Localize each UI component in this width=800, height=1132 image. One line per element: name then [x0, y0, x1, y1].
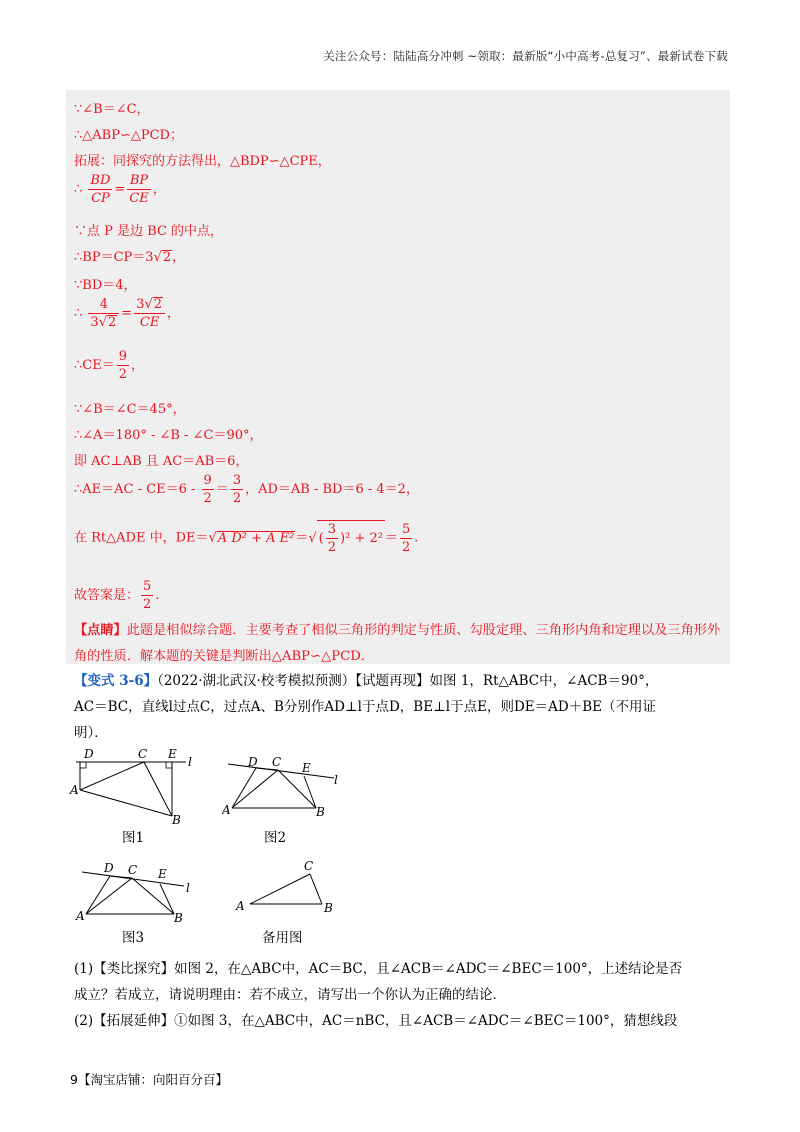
- problem-statement: 【变式 3-6】（2022·湖北武汉·校考模拟预测）【试题再现】如图 1，Rt△ABC中，∠ACB＝90°， AC＝BC，直线l过点C，过点A、B分别作AD⊥l于点D，BE⊥l于点E，则DE＝AD＋BE（不用证 明）．: [74, 673, 659, 741]
- solution-line-9: ∴CE＝ $\frac{9}{2}$ ，: [74, 349, 145, 382]
- solution-line-11: ∴∠A＝180° - ∠B - ∠C＝90°，: [74, 428, 263, 443]
- figure-1-caption: 图1: [122, 830, 145, 846]
- svg-text:E: E: [168, 747, 177, 761]
- figure-2-caption: 图2: [264, 830, 287, 846]
- svg-text:A: A: [70, 783, 79, 797]
- figure-3-caption: 图3: [122, 930, 145, 946]
- solution-line-13: ∴AE＝AC - CE＝6 - $\frac{9}{2}$ ＝ $\frac{3}{2}$ ，AD＝AB - BD＝6 - 4＝2，: [74, 473, 419, 506]
- question-2: (2)【拓展延伸】①如图 3，在△ABC中，AC＝nBC，且∠ACB＝∠ADC＝∠BEC＝100°，猜想线段: [74, 1013, 678, 1029]
- solution-line-7: ∵BD＝4，: [74, 278, 137, 293]
- svg-text:C: C: [138, 747, 148, 761]
- solution-line-14: 在 Rt△ADE 中，DE＝√A D² + A E²＝√ ( $\frac{3}{2}$ )² + 2² ＝ $\frac{5}{2}$ .: [74, 521, 419, 555]
- svg-text:B: B: [324, 901, 333, 915]
- svg-text:l: l: [188, 755, 192, 769]
- svg-text:C: C: [128, 863, 138, 877]
- solution-line-1: ∵∠B＝∠C，: [74, 102, 150, 117]
- svg-text:B: B: [316, 805, 325, 819]
- solution-line-5: ∵点 P 是边 BC 的中点，: [74, 224, 224, 239]
- page-footer: 9【淘宝店铺：向阳百分百】: [70, 1072, 228, 1087]
- question-1: (1)【类比探究】如图 2，在△ABC中，AC＝BC，且∠ACB＝∠ADC＝∠BEC＝100°，上述结论是否 成立？若成立，请说明理由：若不成立，请写出一个你认为正确的结论．: [74, 961, 683, 1003]
- svg-text:B: B: [172, 813, 181, 827]
- svg-text:B: B: [174, 911, 183, 925]
- solution-line-15: 故答案是： $\frac{5}{2}$ .: [74, 579, 160, 612]
- svg-text:A: A: [76, 909, 85, 923]
- svg-text:C: C: [304, 859, 314, 873]
- solution-line-12: 即 AC⊥AB 且 AC＝AB＝6，: [74, 454, 249, 469]
- svg-text:A: A: [236, 899, 245, 913]
- svg-text:E: E: [158, 867, 167, 881]
- svg-text:D: D: [248, 755, 258, 769]
- svg-text:D: D: [84, 747, 94, 761]
- solution-line-8: ∴ $\frac{4}{3√2}$ = $\frac{3√2}{CE}$ ，: [74, 297, 181, 330]
- page-header: 关注公众号：陆陆高分冲刺 ~领取：最新版“小中高考-总复习”、最新试卷下载: [323, 49, 728, 63]
- figure-backup: [232, 858, 342, 918]
- solution-line-10: ∵∠B＝∠C＝45°，: [74, 402, 186, 417]
- note-paragraph: 【点睛】此题是相似综合题．主要考查了相似三角形的判定与性质、勾股定理、三角形内角和定理以及三角形外角的性质．解本题的关键是判断出△ABP∽△PCD．: [74, 623, 721, 664]
- figure-3: [72, 858, 202, 928]
- solution-line-2: ∴△ABP∽△PCD；: [74, 128, 183, 143]
- svg-text:E: E: [302, 761, 311, 775]
- svg-text:D: D: [104, 861, 114, 875]
- svg-text:l: l: [334, 773, 338, 787]
- solution-line-4: ∴ $\frac{BD}{CP}$ = $\frac{BP}{CE}$ ，: [74, 173, 166, 206]
- svg-text:C: C: [272, 755, 282, 769]
- svg-text:l: l: [186, 881, 190, 895]
- figure-backup-caption: 备用图: [262, 930, 303, 946]
- figure-2: [222, 752, 352, 822]
- solution-line-6: ∴BP＝CP＝3√2，: [74, 250, 186, 265]
- figure-1: [66, 744, 201, 828]
- solution-line-3: 拓展：同探究的方法得出，△BDP∽△CPE，: [74, 154, 331, 169]
- svg-text:A: A: [222, 803, 231, 817]
